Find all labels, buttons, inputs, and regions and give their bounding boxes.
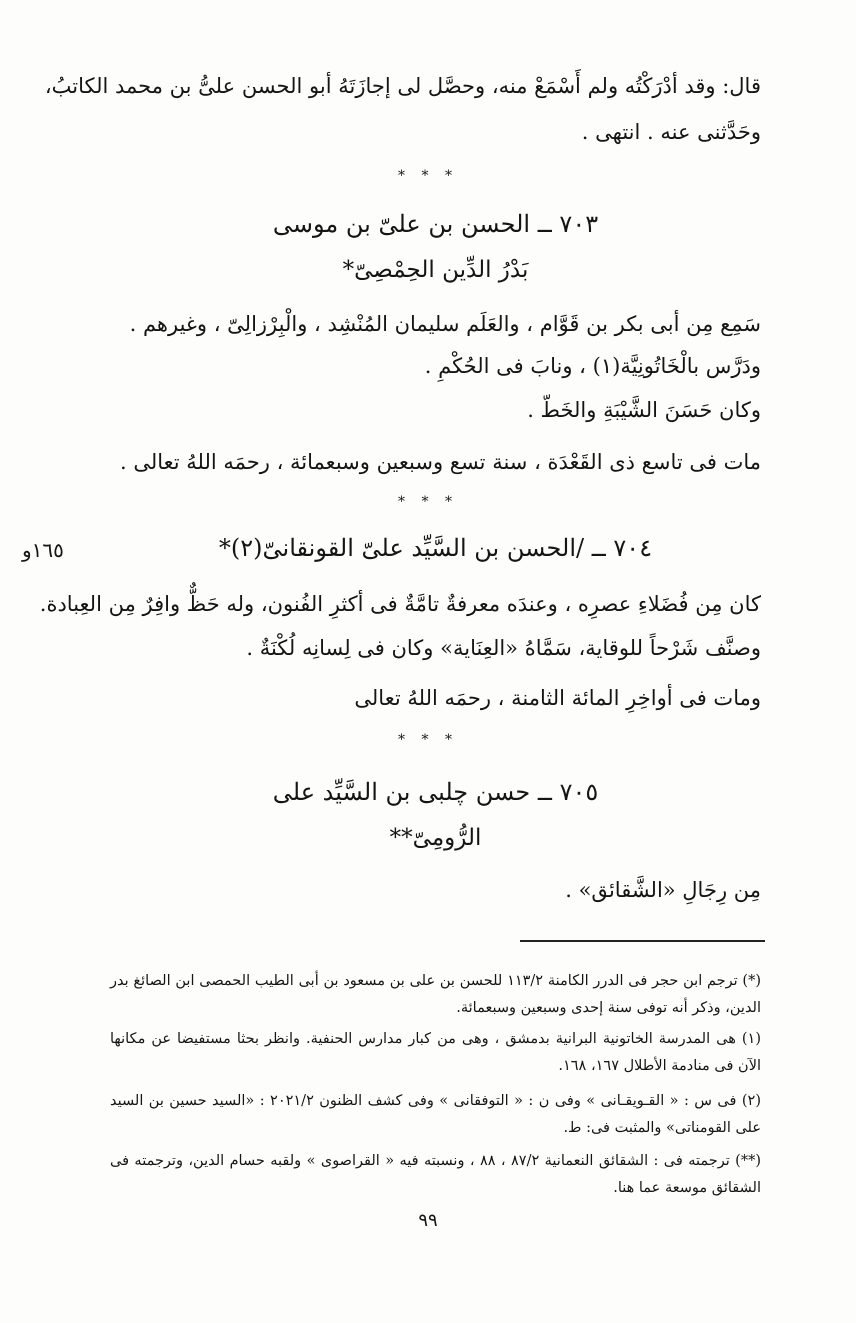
- entry-text-line: كان مِن فُضَلاءِ عصرِه ، وعندَه معرفةٌ تامَّةٌ فى أكثرِ الفُنون، وله حَظٌّ وافِرٌ مِن العِبادة.: [39, 592, 761, 616]
- footnote: (*) ترجم ابن حجر فى الدرر الكامنة ١١٣/٢ للحسن بن على بن مسعود بن أبى الطيب الحمصى ابن الصائغ بدر الدين، وذكر أنه توفى سنة إحدى وسبعين وسبعمائة.: [110, 973, 761, 1016]
- intro-line: وحَدَّثنى عنه . انتهى .: [581, 120, 761, 144]
- section-separator: * * *: [398, 732, 458, 748]
- entry-text-line: سَمِع مِن أبى بكر بن قَوَّام ، والعَلَم سليمان المُنْشِد ، والْبِرْزالِىّ ، وغيرهم .: [129, 312, 761, 336]
- section-separator: * * *: [398, 494, 458, 510]
- entry-text-line: وصنَّف شَرْحاً للوقاية، سَمَّاهُ «العِنَاية» وكان فى لِسانِه لُكْنَةٌ .: [246, 636, 761, 660]
- entry-heading: ٧٠٣ ــ الحسن بن علىّ بن موسى: [272, 210, 599, 238]
- entry-text-line: ومات فى أواخِرِ المائة الثامنة ، رحمَه اللهُ تعالى: [354, 686, 761, 710]
- entry-subheading: الرُّومِىّ**: [389, 825, 482, 851]
- footnote: (**) ترجمته فى : الشقائق النعمانية ٨٧/٢ ، ٨٨ ، ونسبته فيه « القراصوى » ولقبه حسام الدين، وترجمته فى الشقائق موسعة عما هنا.: [110, 1153, 761, 1196]
- entry-text-line: مات فى تاسع ذى القَعْدَة ، سنة تسع وسبعين وسبعمائة ، رحمَه اللهُ تعالى .: [119, 450, 761, 474]
- footnote-divider: [520, 940, 765, 942]
- folio-margin-note: ١٦٥و: [22, 538, 64, 562]
- page-number: ٩٩: [418, 1210, 438, 1231]
- entry-heading: ٧٠٤ ــ /الحسن بن السَّيِّد علىّ القونقانىّ(٢)*: [218, 534, 653, 562]
- entry-text-line: ودَرَّس بالْخَاتُونِيَّة(١) ، ونابَ فى الحُكْمِ .: [424, 354, 761, 378]
- entry-text-line: وكان حَسَنَ الشَّيْبَةِ والخَطّ .: [527, 398, 761, 422]
- entry-text-line: مِن رِجَالِ «الشَّقائق» .: [565, 878, 761, 902]
- footnote: (١) هى المدرسة الخاتونية البرانية بدمشق ، وهى من كبار مدارس الحنفية. وانظر بحثا مستفيضا عن مكانها الآن فى منادمة الأطلال ١٦٧، ١٦٨.: [110, 1031, 761, 1074]
- section-separator: * * *: [398, 168, 458, 184]
- intro-line: قال: وقد أدْرَكْتُه ولم أَسْمَعْ منه، وحصَّل لى إجازَتَهُ أبو الحسن علىُّ بن محمد الكاتبُ،: [44, 74, 761, 98]
- footnote: (٢) فى س : « القـويقـانى » وفى ن : « التوفقانى » وفى كشف الظنون ٢٠٢١/٢ : «السيد حسين بن السيد على القومناتى» والمثبت فى: ط.: [110, 1093, 761, 1136]
- entry-heading: ٧٠٥ ــ حسن چلبى بن السَّيِّد على: [272, 778, 599, 806]
- entry-subheading: بَدْرُ الدِّين الحِمْصِىّ*: [342, 257, 529, 283]
